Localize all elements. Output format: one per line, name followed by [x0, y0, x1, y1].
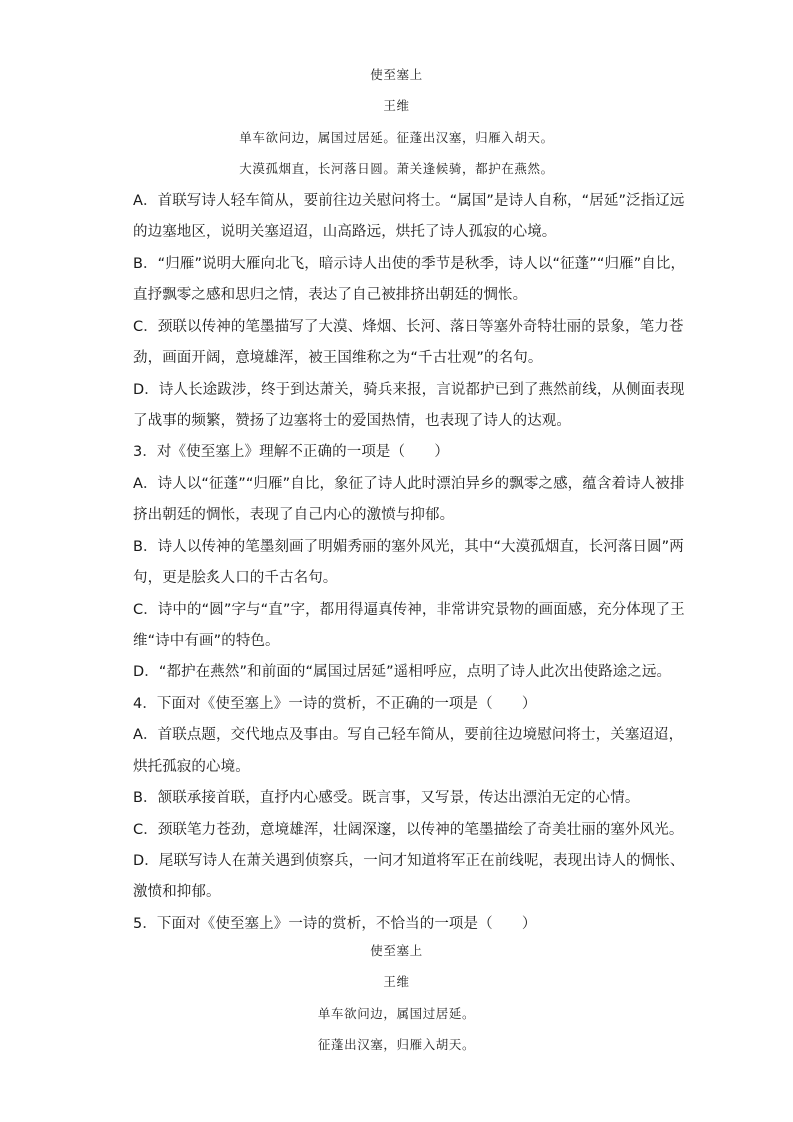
poem-author: 王维	[383, 974, 410, 989]
option-a-line: 的边塞地区，说明关塞迢迢，山高路远，烘托了诗人孤寂的心境。	[133, 224, 557, 240]
poem-line: 单车欲问边，属国过居延。征蓬出汉塞，归雁入胡天。	[239, 130, 554, 145]
option-a-line: A．诗人以“征蓬”“归雁”自比，象征了诗人此时漂泊异乡的飘零之感，蕴含着诗人被排	[133, 476, 685, 492]
option-a-line: A．首联点题，交代地点及事由。写自己轻车简从，要前往边境慰问将士，关塞迢迢，	[133, 727, 684, 743]
option-a-line: 烘托孤寂的心境。	[133, 759, 250, 775]
question-5-stem: 5．下面对《使至塞上》一诗的赏析，不恰当的一项是（ ）	[133, 916, 537, 932]
option-c-line: C．诗中的“圆”字与“直”字，都用得逼真传神，非常讲究景物的画面感，充分体现了王	[133, 602, 685, 618]
option-d-line: 了战事的频繁，赞扬了边塞将士的爱国热情，也表现了诗人的达观。	[133, 413, 571, 429]
option-a-line: 挤出朝廷的惆怅，表现了自己内心的激愤与抑郁。	[133, 507, 455, 523]
poem-title: 使至塞上	[370, 67, 423, 82]
option-a-line: A．首联写诗人轻车简从，要前往边关慰问将士。“属国”是诗人自称，“居延”泛指辽远	[133, 193, 685, 209]
poem-line: 单车欲问边，属国过居延。	[317, 1006, 476, 1021]
option-c-line: C．颈联笔力苍劲，意境雄浑，壮阔深邃，以传神的笔墨描绘了奇美壮丽的塞外风光。	[133, 822, 684, 838]
option-b-line: 直抒飘零之感和思归之情，表达了自己被排挤出朝廷的惆怅。	[133, 287, 528, 303]
poem-line: 征蓬出汉塞，归雁入胡天。	[317, 1037, 476, 1052]
option-b-line: 句，更是脍炙人口的千古名句。	[133, 570, 338, 586]
option-b-line: B．诗人以传神的笔墨刻画了明媚秀丽的塞外风光，其中“大漠孤烟直，长河落日圆”两	[133, 539, 684, 555]
poem-author: 王维	[383, 98, 410, 113]
question-4-stem: 4．下面对《使至塞上》一诗的赏析，不正确的一项是（ ）	[133, 696, 537, 712]
option-d-line: D．诗人长途跋涉，终于到达萧关，骑兵来报，言说都护已到了燕然前线，从侧面表现	[133, 382, 685, 398]
poem-title: 使至塞上	[370, 943, 423, 958]
question-3-stem: 3．对《使至塞上》理解不正确的一项是（ ）	[133, 444, 449, 460]
option-c-line: C．颈联以传神的笔墨描写了大漠、烽烟、长河、落日等塞外奇特壮丽的景象，笔力苍	[133, 319, 684, 335]
option-c-line: 维“诗中有画”的特色。	[133, 633, 280, 649]
option-d-line: D．尾联写诗人在萧关遇到侦察兵，一问才知道将军正在前线呢，表现出诗人的惆怅、	[133, 853, 685, 869]
option-b-line: B．颔联承接首联，直抒内心感受。既言事，又写景，传达出漂泊无定的心情。	[133, 790, 640, 806]
option-d-line: 激愤和抑郁。	[133, 884, 221, 900]
option-b-line: B．“归雁”说明大雁向北飞，暗示诗人出使的季节是秋季，诗人以“征蓬”“归雁”自比，	[133, 256, 686, 272]
option-c-line: 劲，画面开阔，意境雄浑，被王国维称之为“千古壮观”的名句。	[133, 350, 543, 366]
poem-line: 大漠孤烟直，长河落日圆。萧关逢候骑，都护在燕然。	[239, 161, 554, 176]
option-d-line: D．“都护在燕然”和前面的“属国过居延”遥相呼应，点明了诗人此次出使路途之远。	[133, 664, 672, 680]
